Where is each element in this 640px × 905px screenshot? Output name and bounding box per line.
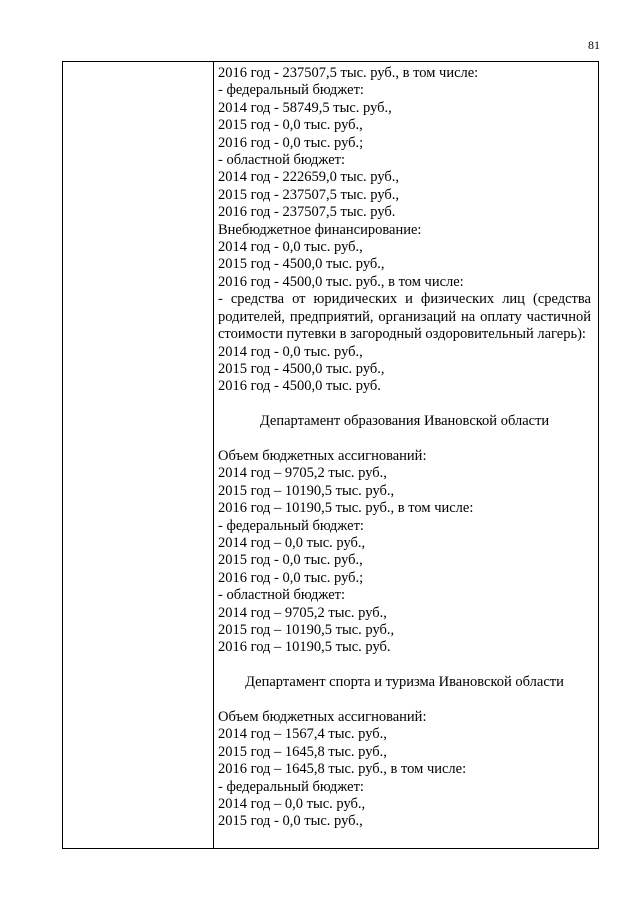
text-line: 2015 год - 4500,0 тыс. руб., bbox=[218, 360, 385, 377]
budget-table bbox=[62, 61, 599, 849]
dept-sport-heading: Департамент спорта и туризма Ивановской области bbox=[245, 674, 564, 691]
text-line: - федеральный бюджет: bbox=[218, 82, 364, 99]
text-line: 2014 год – 9705,2 тыс. руб., bbox=[218, 604, 387, 621]
text-line: 2014 год - 222659,0 тыс. руб., bbox=[218, 169, 400, 186]
text-line: Внебюджетное финансирование: bbox=[218, 221, 422, 238]
block1 bbox=[218, 65, 591, 291]
text-line: 2014 год – 0,0 тыс. руб., bbox=[218, 534, 366, 551]
spacer bbox=[218, 657, 591, 674]
text-line: 2014 год - 58749,5 тыс. руб., bbox=[218, 99, 392, 116]
text-line: 2015 год - 4500,0 тыс. руб., bbox=[218, 256, 385, 273]
text-line: - федеральный бюджет: bbox=[218, 517, 364, 534]
text-line: 2016 год – 10190,5 тыс. руб. bbox=[218, 639, 391, 656]
text-line: - областной бюджет: bbox=[218, 152, 346, 169]
text-line: 2015 год - 0,0 тыс. руб., bbox=[218, 117, 363, 134]
text-line: 2015 год - 0,0 тыс. руб., bbox=[218, 552, 363, 569]
text-line: 2014 год - 0,0 тыс. руб., bbox=[218, 343, 363, 360]
funds-paragraph: - средства от юридических и физических лиц (средства родителей, предприятий, организаций на оплату частичной стоимости путевки в загородный оздоровительный лагерь): bbox=[218, 291, 591, 343]
dept-education-block bbox=[218, 448, 591, 657]
text-line: 2016 год – 1645,8 тыс. руб., в том числе: bbox=[218, 761, 467, 778]
text-line: - федеральный бюджет: bbox=[218, 778, 364, 795]
spacer bbox=[218, 431, 591, 448]
text-line: 2015 год – 1645,8 тыс. руб., bbox=[218, 743, 387, 760]
text-line: Объем бюджетных ассигнований: bbox=[218, 708, 427, 725]
spacer bbox=[218, 396, 591, 413]
text-line: Объем бюджетных ассигнований: bbox=[218, 447, 427, 464]
text-line: 2016 год - 237507,5 тыс. руб. bbox=[218, 204, 396, 221]
page-number: 81 bbox=[588, 38, 600, 52]
text-line: 2014 год - 0,0 тыс. руб., bbox=[218, 239, 363, 256]
text-line: 2015 год – 10190,5 тыс. руб., bbox=[218, 482, 395, 499]
text-line: 2015 год - 237507,5 тыс. руб., bbox=[218, 186, 400, 203]
text-line: 2014 год – 9705,2 тыс. руб., bbox=[218, 465, 387, 482]
text-line: - областной бюджет: bbox=[218, 587, 346, 604]
text-line: 2014 год – 0,0 тыс. руб., bbox=[218, 796, 366, 812]
text-line: 2014 год – 1567,4 тыс. руб., bbox=[218, 726, 387, 743]
text-line: 2016 год - 237507,5 тыс. руб., в том числе: bbox=[218, 65, 479, 81]
spacer bbox=[218, 692, 591, 709]
budget-cell bbox=[218, 65, 591, 831]
text-line: 2015 год - 0,0 тыс. руб., bbox=[218, 813, 363, 830]
text-line: 2016 год - 4500,0 тыс. руб. bbox=[218, 378, 381, 395]
block2 bbox=[218, 344, 591, 396]
text-line: 2016 год – 10190,5 тыс. руб., в том числе: bbox=[218, 500, 474, 517]
text-line: 2016 год - 0,0 тыс. руб.; bbox=[218, 569, 364, 586]
text-line: 2016 год - 0,0 тыс. руб.; bbox=[218, 134, 364, 151]
dept-sport-block bbox=[218, 709, 591, 831]
text-line: 2016 год - 4500,0 тыс. руб., в том числе: bbox=[218, 273, 464, 290]
dept-education-heading: Департамент образования Ивановской области bbox=[259, 413, 550, 430]
column-divider bbox=[213, 62, 214, 848]
text-line: 2015 год – 10190,5 тыс. руб., bbox=[218, 621, 395, 638]
